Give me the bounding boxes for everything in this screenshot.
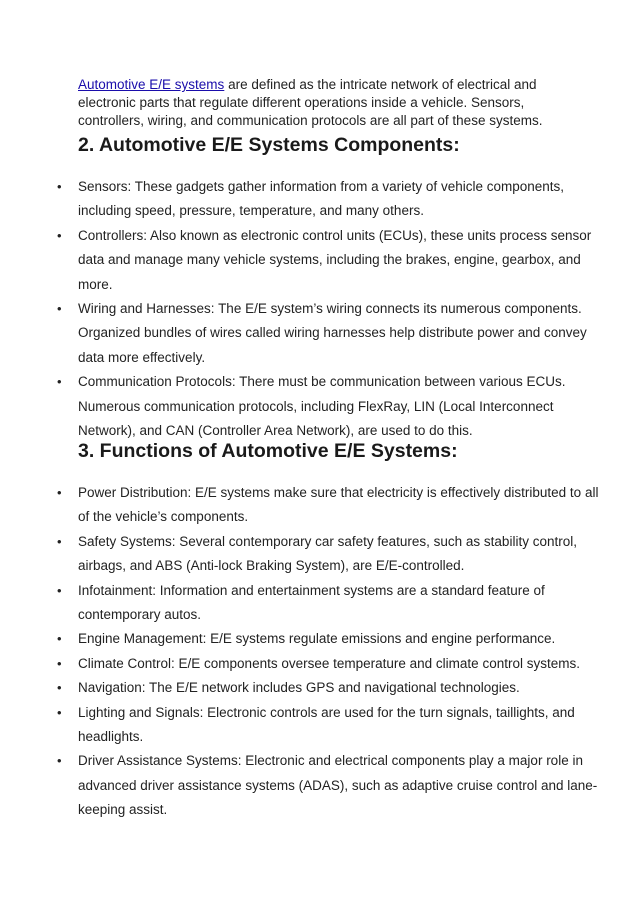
bullet-icon: •: [57, 655, 62, 671]
bullet-icon: •: [57, 753, 62, 769]
functions-heading: 3. Functions of Automotive E/E Systems:: [78, 440, 458, 462]
bullet-icon: •: [57, 704, 62, 720]
list-item: [0, 175, 600, 224]
intro-paragraph: [78, 76, 578, 130]
bullet-icon: •: [57, 485, 62, 500]
list-item-text: Climate Control: E/E components oversee temperature and climate control systems.: [78, 655, 580, 671]
bullet-icon: •: [57, 533, 62, 549]
list-item: [0, 224, 600, 297]
bullet-icon: •: [57, 631, 62, 647]
list-item: [0, 297, 600, 370]
components-list: [0, 175, 600, 443]
list-item: [0, 627, 600, 651]
list-item-text: Safety Systems: Several contemporary car safety features, such as stability control, airbags, and ABS (Anti-lock Braking System), are E/E-controlled.: [78, 533, 577, 574]
list-item-text: Controllers: Also known as electronic control units (ECUs), these units process sensor data and manage many vehicle systems, including the brakes, engine, gearbox, and more.: [78, 227, 592, 292]
list-item-text: Lighting and Signals: Electronic controls are used for the turn signals, taillights, and headlights.: [78, 704, 575, 745]
list-item: [0, 652, 600, 676]
functions-list: [0, 481, 600, 823]
list-item-text: Driver Assistance Systems: Electronic and electrical components play a major role in advanced driver assistance systems (ADAS), such as adaptive cruise control and lane-keeping assist.: [78, 753, 598, 818]
bullet-icon: •: [57, 227, 62, 243]
intro-text: are defined as the intricate network of electrical and electronic parts that regulate different operations inside a vehicle. Sensors, controllers, wiring, and communication protocols are all part of these systems.: [78, 77, 543, 128]
list-item-text: Sensors: These gadgets gather information from a variety of vehicle components, including speed, pressure, temperature, and many others.: [78, 179, 565, 219]
bullet-icon: •: [57, 374, 62, 390]
bullet-icon: •: [57, 301, 62, 317]
list-item: [0, 749, 600, 822]
list-item-text: Power Distribution: E/E systems make sure that electricity is effectively distributed to all of the vehicle’s components.: [78, 485, 599, 525]
bullet-icon: •: [57, 680, 62, 696]
automotive-ee-systems-link[interactable]: Automotive E/E systems: [78, 77, 225, 92]
bullet-icon: •: [57, 582, 62, 598]
list-item: [0, 579, 600, 628]
list-item-text: Communication Protocols: There must be communication between various ECUs. Numerous communication protocols, including FlexRay, LIN (Local Interconnect Network), and CAN (Controller Area Network), are used to do this.: [78, 374, 566, 439]
list-item: [0, 370, 600, 443]
list-item: [0, 530, 600, 579]
list-item: [0, 676, 600, 700]
list-item-text: Infotainment: Information and entertainment systems are a standard feature of contemporary autos.: [78, 582, 545, 623]
list-item-text: Engine Management: E/E systems regulate emissions and engine performance.: [78, 631, 556, 647]
list-item: [0, 481, 600, 530]
list-item-text: Wiring and Harnesses: The E/E system’s wiring connects its numerous components. Organized bundles of wires called wiring harnesses help distribute power and convey data more effectively.: [78, 301, 587, 365]
list-item: [0, 701, 600, 750]
bullet-icon: •: [57, 179, 62, 194]
list-item-text: Navigation: The E/E network includes GPS and navigational technologies.: [78, 680, 520, 696]
components-heading: 2. Automotive E/E Systems Components:: [78, 134, 460, 156]
